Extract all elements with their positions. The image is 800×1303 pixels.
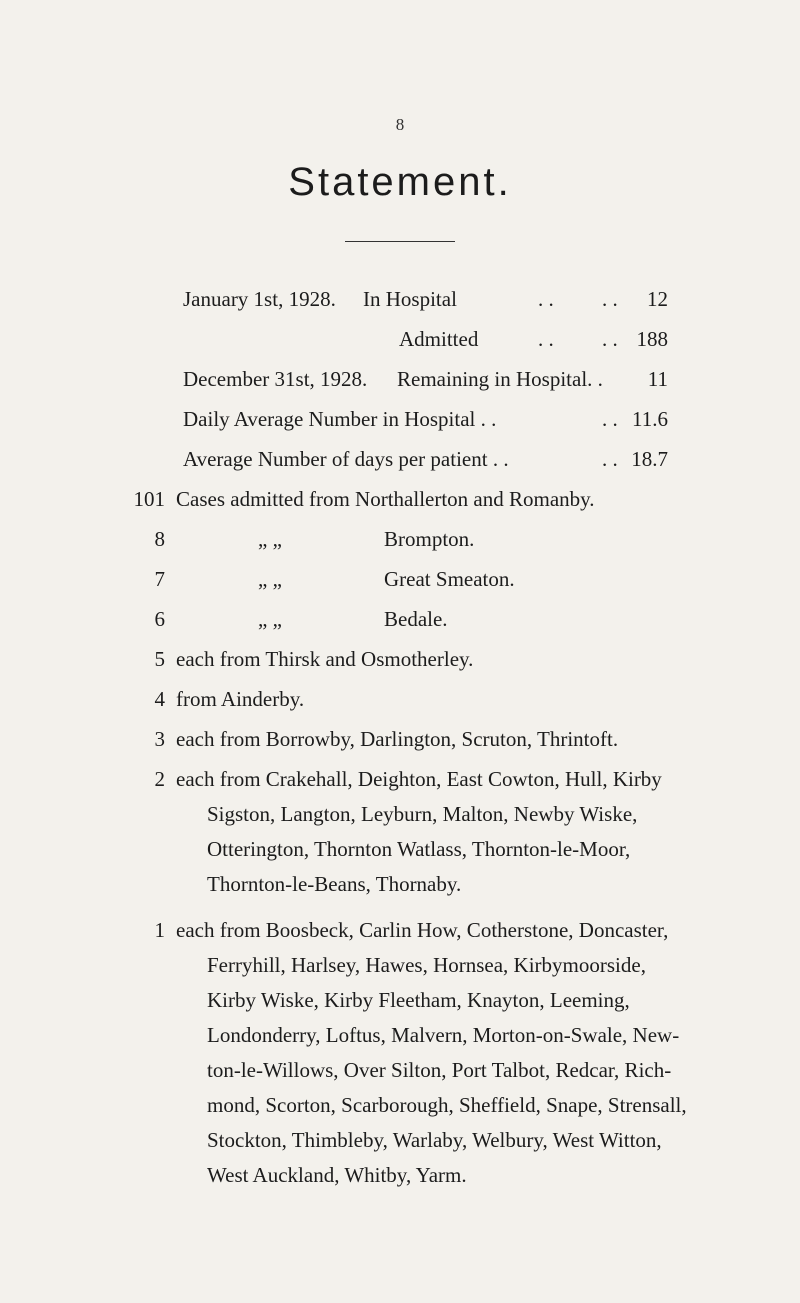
case-text: each from Borrowby, Darlington, Scruton, Thrintoft. (176, 727, 619, 751)
case-text: each from Boosbeck, Carlin How, Cotherstone, Doncaster, (176, 918, 669, 942)
case-count: 101 (133, 487, 165, 511)
case-text: ton-le-Willows, Over Silton, Port Talbot, Redcar, Rich- (207, 1058, 672, 1082)
case-text: each from Thirsk and Osmotherley. (176, 647, 474, 671)
case-count: 1 (154, 918, 165, 942)
case-place: Brompton. (384, 527, 475, 551)
case-text: Kirby Wiske, Kirby Fleetham, Knayton, Leeming, (207, 988, 630, 1012)
dots: . . (602, 327, 618, 351)
case-text: Sigston, Langton, Leyburn, Malton, Newby Wiske, (207, 802, 638, 826)
daily-avg-label: Daily Average Number in Hospital . . (183, 407, 497, 431)
jan-label: January 1st, 1928. (183, 287, 336, 311)
case-text: Thornton-le-Beans, Thornaby. (207, 872, 462, 896)
ditto-marks: „ „ (258, 607, 282, 631)
in-hospital-value: 12 (647, 287, 668, 311)
case-count: 8 (154, 527, 165, 551)
case-count: 5 (154, 647, 165, 671)
dots: . . (602, 447, 618, 471)
title-rule (345, 241, 455, 242)
daily-avg-value: 11.6 (632, 407, 668, 431)
case-count: 7 (154, 567, 165, 591)
case-count: 4 (154, 687, 165, 711)
case-text: Stockton, Thimbleby, Warlaby, Welbury, West Witton, (207, 1128, 662, 1152)
admitted-value: 188 (636, 327, 668, 351)
case-text: Londonderry, Loftus, Malvern, Morton-on-Swale, New- (207, 1023, 680, 1047)
page-number: 8 (395, 115, 405, 134)
dots: . . (538, 327, 554, 351)
admitted-label: Admitted (399, 327, 479, 351)
case-text: Otterington, Thornton Watlass, Thornton-le-Moor, (207, 837, 631, 861)
case-text: from Ainderby. (176, 687, 305, 711)
case-count: 3 (154, 727, 165, 751)
case-place: Great Smeaton. (384, 567, 515, 591)
case-text: each from Crakehall, Deighton, East Cowton, Hull, Kirby (176, 767, 662, 791)
dots: . . (538, 287, 554, 311)
remaining-label: Remaining in Hospital. . (397, 367, 603, 391)
case-text: Ferryhill, Harlsey, Hawes, Hornsea, Kirbymoorside, (207, 953, 646, 977)
dec-label: December 31st, 1928. (183, 367, 368, 391)
ditto-marks: „ „ (258, 527, 282, 551)
avg-days-value: 18.7 (631, 447, 668, 471)
ditto-marks: „ „ (258, 567, 282, 591)
remaining-value: 11 (647, 367, 668, 391)
avg-days-label: Average Number of days per patient . . (183, 447, 509, 471)
case-text: West Auckland, Whitby, Yarm. (207, 1163, 467, 1187)
case-count: 6 (154, 607, 165, 631)
case-place: Bedale. (384, 607, 448, 631)
case-text: mond, Scorton, Scarborough, Sheffield, Snape, Strensall, (207, 1093, 687, 1117)
dots: . . (602, 287, 618, 311)
case-text: Cases admitted from Northallerton and Romanby. (176, 487, 595, 511)
dots: . . (602, 407, 618, 431)
in-hospital-label: In Hospital (363, 287, 457, 311)
case-count: 2 (154, 767, 165, 791)
page-title: Statement. (288, 160, 512, 204)
